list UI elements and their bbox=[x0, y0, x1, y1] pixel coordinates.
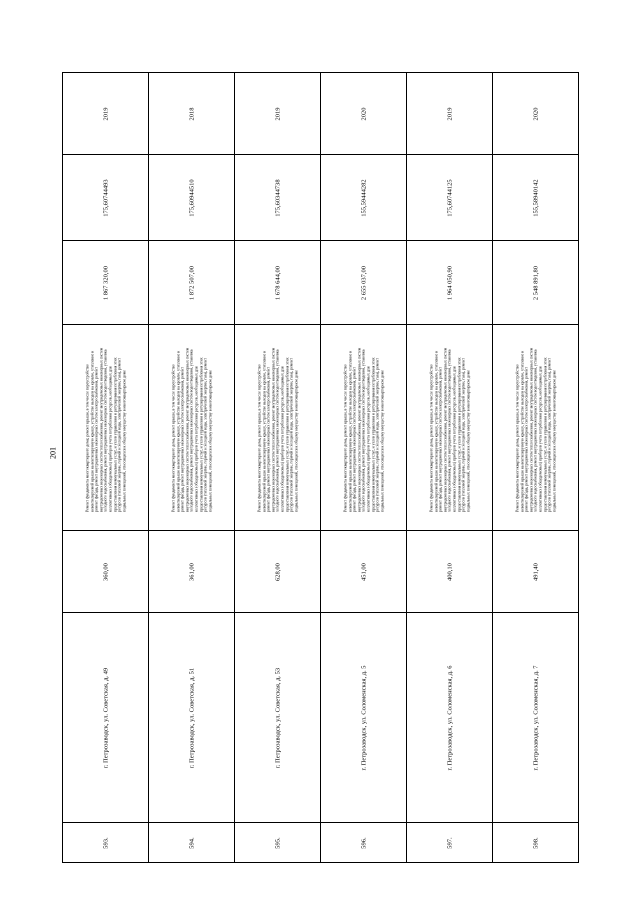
works-cell: Ремонт фундамента многоквартирного дома, ремонт крыши, в том числе переустройство невентилируемой крыши на вентилируемую крышу, устройство выходов на кровлю, утепление и ремонт фасада, ремонт внутридомовых инженерных систем электроснабжения, ремонт внутридомовых инженерных систем теплоснабжения, ремонт внутридомовых инженерных систем холодного водоснабжения, ремонт внутридомовых инженерных систем водоотведения, установка коллективных (общедомовых) приборов учета потребления ресурсов, необходимых для предоставления коммунальных услуг, и узлов управления и регулирования потребления этих ресурсов (тепловой энергии, горячей и холодной воды, электрической энергии, газа), ремонт подвальных помещений, относящихся к общему имуществу в многоквартирном доме bbox=[342, 347, 384, 512]
table-cell bbox=[235, 73, 321, 155]
table-cell bbox=[321, 73, 407, 155]
address-cell: г. Петрозаводск, ул. Советская, д. 49 bbox=[102, 667, 109, 768]
year-cell: 2019 bbox=[102, 107, 109, 120]
row-number-cell: 595. bbox=[274, 836, 281, 849]
works-table bbox=[62, 72, 579, 863]
rate-cell: 175,60344738 bbox=[274, 178, 281, 217]
table-cell bbox=[235, 325, 321, 531]
works-cell: Ремонт фундамента многоквартирного дома, ремонт крыши, в том числе переустройство невентилируемой крыши на вентилируемую крышу, устройство выходов на кровлю, утепление и ремонт фасада, ремонт внутридомовых инженерных систем электроснабжения, ремонт внутридомовых инженерных систем теплоснабжения, ремонт внутридомовых инженерных систем холодного водоснабжения, ремонт внутридомовых инженерных систем водоотведения, установка коллективных (общедомовых) приборов учета потребления ресурсов, необходимых для предоставления коммунальных услуг, и узлов управления и регулирования потребления этих ресурсов (тепловой энергии, горячей и холодной воды, электрической энергии, газа), ремонт подвальных помещений, относящихся к общему имуществу в многоквартирном доме bbox=[170, 347, 212, 512]
table-cell bbox=[407, 73, 493, 155]
rate-cell: 155,58940142 bbox=[532, 178, 539, 217]
table-cell bbox=[149, 531, 235, 613]
page-number: 201 bbox=[48, 447, 58, 459]
year-cell: 2019 bbox=[446, 107, 453, 120]
address-cell: г. Петрозаводск, ул. Соломенская, д. 5 bbox=[360, 664, 367, 771]
address-cell: г. Петрозаводск, ул. Советская, д. 51 bbox=[188, 667, 195, 768]
address-cell: г. Петрозаводск, ул. Соломенская, д. 6 bbox=[446, 664, 453, 771]
row-address bbox=[63, 613, 579, 823]
table-cell bbox=[235, 823, 321, 863]
works-cell: Ремонт фундамента многоквартирного дома, ремонт крыши, в том числе переустройство невентилируемой крыши на вентилируемую крышу, устройство выходов на кровлю, утепление и ремонт фасада, ремонт внутридомовых инженерных систем электроснабжения, ремонт внутридомовых инженерных систем теплоснабжения, ремонт внутридомовых инженерных систем холодного водоснабжения, ремонт внутридомовых инженерных систем водоотведения, установка коллективных (общедомовых) приборов учета потребления ресурсов, необходимых для предоставления коммунальных услуг, и узлов управления и регулирования потребления этих ресурсов (тепловой энергии, горячей и холодной воды, электрической энергии, газа), ремонт подвальных помещений, относящихся к общему имуществу в многоквартирном доме bbox=[428, 347, 470, 512]
works-table-wrapper bbox=[62, 72, 578, 862]
table-cell bbox=[149, 155, 235, 241]
table-cell bbox=[321, 241, 407, 325]
area-cell: 400,10 bbox=[446, 562, 453, 581]
row-number-cell: 598. bbox=[532, 836, 539, 849]
address-cell: г. Петрозаводск, ул. Соломенская, д. 7 bbox=[532, 664, 539, 771]
sum-cell: 2 655 037,00 bbox=[360, 265, 367, 300]
table-cell bbox=[63, 241, 149, 325]
row-year bbox=[63, 73, 579, 155]
table-cell bbox=[321, 531, 407, 613]
rate-cell: 155,59444282 bbox=[360, 178, 367, 217]
table-cell bbox=[235, 613, 321, 823]
sum-cell: 1 678 644,00 bbox=[274, 265, 281, 300]
table-cell bbox=[493, 241, 579, 325]
table-cell bbox=[63, 531, 149, 613]
table-cell bbox=[235, 531, 321, 613]
table-cell bbox=[407, 241, 493, 325]
rate-cell: 175,60744493 bbox=[102, 178, 109, 217]
table-cell bbox=[493, 613, 579, 823]
table-cell bbox=[407, 531, 493, 613]
table-cell bbox=[63, 613, 149, 823]
sum-cell: 2 548 891,80 bbox=[532, 265, 539, 300]
area-cell: 628,00 bbox=[274, 562, 281, 581]
table-cell bbox=[321, 155, 407, 241]
table-cell bbox=[149, 613, 235, 823]
table-cell bbox=[63, 73, 149, 155]
table-cell bbox=[493, 155, 579, 241]
table-cell bbox=[407, 613, 493, 823]
table-cell bbox=[407, 155, 493, 241]
year-cell: 2019 bbox=[274, 107, 281, 120]
table-cell bbox=[493, 531, 579, 613]
table-cell bbox=[149, 73, 235, 155]
table-cell bbox=[235, 241, 321, 325]
row-number-cell: 597. bbox=[446, 836, 453, 849]
works-cell: Ремонт фундамента многоквартирного дома; ремонт крыши, в том числе переустройство невентилируемой крыши на вентилируемую крышу, устройство выходов на кровлю, утепление и ремонт фасада, ремонт внутридомовых инженерных систем электроснабжения, ремонт внутридомовых инженерных систем теплоснабжения, ремонт внутридомовых инженерных систем холодного водоснабжения, ремонт внутридомовых инженерных систем водоотведения, установка коллективных (общедомовых) приборов учета потребления ресурсов, необходимых для предоставления коммунальных услуг, и узлов управления и регулирования потребления этих ресурсов (тепловой энергии, горячей и холодной воды, электрической энергии, газа), ремонт подвальных помещений, относящихся к общему имуществу в многоквартирном доме bbox=[84, 347, 126, 512]
row-works bbox=[63, 325, 579, 531]
row-sum bbox=[63, 241, 579, 325]
row-rate bbox=[63, 155, 579, 241]
sum-cell: 1 867 320,00 bbox=[102, 265, 109, 300]
table-cell bbox=[235, 155, 321, 241]
table-cell bbox=[407, 325, 493, 531]
table-cell bbox=[149, 241, 235, 325]
table-cell bbox=[63, 823, 149, 863]
table-cell bbox=[149, 823, 235, 863]
table-cell bbox=[63, 155, 149, 241]
table-cell bbox=[407, 823, 493, 863]
row-number-cell: 593. bbox=[102, 836, 109, 849]
table-cell bbox=[493, 325, 579, 531]
works-cell: Ремонт фундамента многоквартирного дома, ремонт крыши, в том числе переустройство невентилируемой крыши на вентилируемую крышу, устройство выходов на кровлю, утепление и ремонт фасада, ремонт внутридомовых инженерных систем электроснабжения, ремонт внутридомовых инженерных систем теплоснабжения, ремонт внутридомовых инженерных систем холодного водоснабжения, ремонт внутридомовых инженерных систем водоотведения, установка коллективных (общедомовых) приборов учета потребления ресурсов, необходимых для предоставления коммунальных услуг, и узлов управления и регулирования потребления этих ресурсов (тепловой энергии, горячей и холодной воды, электрической энергии, газа), ремонт подвальных помещений, относящихся к общему имуществу в многоквартирном доме bbox=[256, 347, 298, 512]
table-cell bbox=[149, 325, 235, 531]
area-cell: 361,00 bbox=[188, 562, 195, 581]
area-cell: 360,00 bbox=[102, 562, 109, 581]
table-cell bbox=[493, 73, 579, 155]
address-cell: г. Петрозаводск, ул. Советская, д. 53 bbox=[274, 667, 281, 768]
rate-cell: 175,60744125 bbox=[446, 178, 453, 217]
table-cell bbox=[321, 613, 407, 823]
row-number-cell: 594. bbox=[188, 836, 195, 849]
sum-cell: 1 872 507,00 bbox=[188, 265, 195, 300]
area-cell: 491,40 bbox=[532, 562, 539, 581]
year-cell: 2018 bbox=[188, 107, 195, 120]
row-num bbox=[63, 823, 579, 863]
sum-cell: 1 964 050,90 bbox=[446, 265, 453, 300]
year-cell: 2020 bbox=[360, 107, 367, 120]
table-cell bbox=[493, 823, 579, 863]
rate-cell: 175,60944510 bbox=[188, 178, 195, 217]
row-number-cell: 596. bbox=[360, 836, 367, 849]
table-cell bbox=[63, 325, 149, 531]
works-cell: Ремонт фундамента многоквартирного дома, ремонт крыши, в том числе переустройство невентилируемой крыши на вентилируемую крышу, устройство выходов на кровлю, утепление и ремонт фасада, ремонт внутридомовых инженерных систем электроснабжения, ремонт внутридомовых инженерных систем теплоснабжения, ремонт внутридомовых инженерных систем холодного водоснабжения, ремонт внутридомовых инженерных систем водоотведения, установка коллективных (общедомовых) приборов учета потребления ресурсов, необходимых для предоставления коммунальных услуг, и узлов управления и регулирования потребления этих ресурсов (тепловой энергии, горячей и холодной воды, электрической энергии, газа), ремонт подвальных помещений, относящихся к общему имуществу в многоквартирном доме bbox=[514, 347, 556, 512]
area-cell: 451,00 bbox=[360, 562, 367, 581]
year-cell: 2020 bbox=[532, 107, 539, 120]
table-cell bbox=[321, 823, 407, 863]
table-cell bbox=[321, 325, 407, 531]
row-area bbox=[63, 531, 579, 613]
